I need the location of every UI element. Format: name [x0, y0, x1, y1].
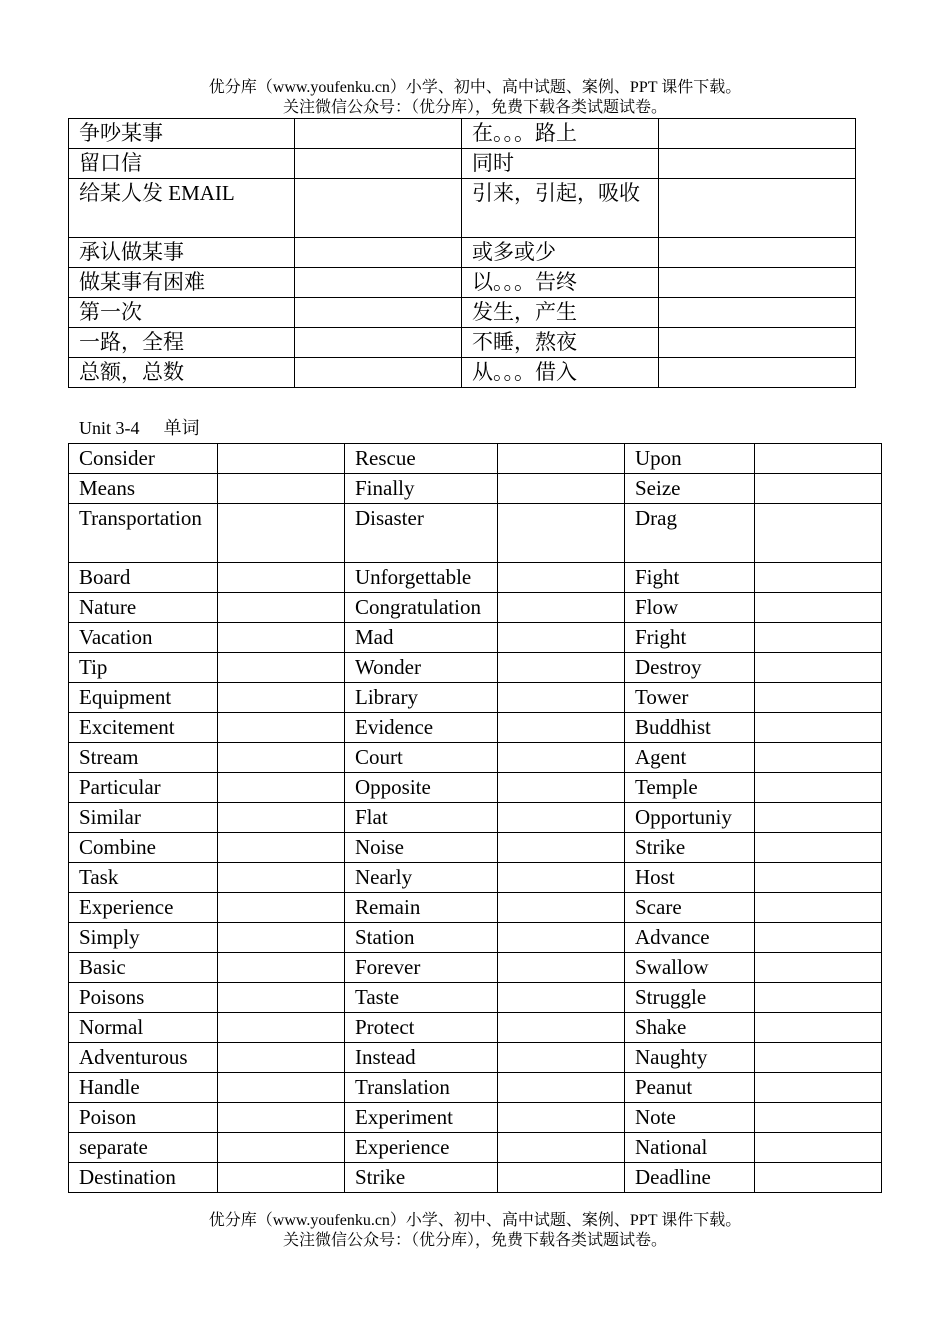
table-row: [69, 833, 882, 863]
phrase-cell: 一路，全程: [69, 328, 295, 358]
phrase-cell: 总额，总数: [69, 358, 295, 388]
word-cell: Translation: [345, 1073, 498, 1103]
table-row: [69, 953, 882, 983]
answer-blank: [498, 983, 625, 1013]
word-cell: Congratulation: [345, 593, 498, 623]
answer-blank: [755, 504, 882, 563]
answer-blank: [218, 474, 345, 504]
answer-blank: [295, 119, 462, 149]
answer-blank: [498, 593, 625, 623]
answer-blank: [218, 1103, 345, 1133]
answer-blank: [659, 358, 856, 388]
vocabulary-table: [68, 443, 882, 1193]
answer-blank: [659, 268, 856, 298]
answer-blank: [498, 474, 625, 504]
word-cell: Excitement: [69, 713, 218, 743]
word-cell: Peanut: [625, 1073, 755, 1103]
answer-blank: [755, 683, 882, 713]
answer-blank: [498, 803, 625, 833]
table-row: [69, 1073, 882, 1103]
word-cell: Evidence: [345, 713, 498, 743]
answer-blank: [218, 593, 345, 623]
word-cell: Similar: [69, 803, 218, 833]
table-row: [69, 298, 856, 328]
word-cell: Remain: [345, 893, 498, 923]
answer-blank: [295, 179, 462, 238]
answer-blank: [218, 953, 345, 983]
phrase-cell: 给某人发 EMAIL: [69, 179, 295, 238]
word-cell: Poisons: [69, 983, 218, 1013]
answer-blank: [755, 803, 882, 833]
answer-blank: [295, 358, 462, 388]
footer-line-1: 优分库（www.youfenku.cn）小学、初中、高中试题、案例、PPT 课件下载。: [208, 1212, 742, 1229]
answer-blank: [498, 1163, 625, 1193]
table-row: [69, 623, 882, 653]
answer-blank: [218, 863, 345, 893]
answer-blank: [755, 923, 882, 953]
word-cell: Strike: [345, 1163, 498, 1193]
answer-blank: [218, 803, 345, 833]
answer-blank: [755, 713, 882, 743]
word-cell: Protect: [345, 1013, 498, 1043]
answer-blank: [218, 683, 345, 713]
word-cell: Tip: [69, 653, 218, 683]
answer-blank: [498, 1073, 625, 1103]
answer-blank: [498, 923, 625, 953]
table-row: [69, 444, 882, 474]
table-row: [69, 803, 882, 833]
answer-blank: [498, 863, 625, 893]
word-cell: Normal: [69, 1013, 218, 1043]
answer-blank: [218, 833, 345, 863]
answer-blank: [755, 863, 882, 893]
word-cell: Upon: [625, 444, 755, 474]
answer-blank: [498, 1013, 625, 1043]
word-cell: Forever: [345, 953, 498, 983]
word-cell: separate: [69, 1133, 218, 1163]
word-cell: Tower: [625, 683, 755, 713]
table-row: [69, 1103, 882, 1133]
word-cell: Fright: [625, 623, 755, 653]
answer-blank: [755, 474, 882, 504]
section-title: [79, 417, 200, 439]
answer-blank: [755, 773, 882, 803]
answer-blank: [218, 893, 345, 923]
word-cell: Adventurous: [69, 1043, 218, 1073]
word-cell: Equipment: [69, 683, 218, 713]
answer-blank: [295, 238, 462, 268]
table-row: [69, 1043, 882, 1073]
answer-blank: [659, 179, 856, 238]
table-row: [69, 923, 882, 953]
answer-blank: [218, 563, 345, 593]
answer-blank: [295, 268, 462, 298]
word-cell: Advance: [625, 923, 755, 953]
answer-blank: [498, 1103, 625, 1133]
word-cell: Disaster: [345, 504, 498, 563]
word-cell: Mad: [345, 623, 498, 653]
answer-blank: [218, 1043, 345, 1073]
answer-blank: [755, 953, 882, 983]
table-row: [69, 713, 882, 743]
answer-blank: [498, 683, 625, 713]
word-cell: Nature: [69, 593, 218, 623]
phrase-cell: 留口信: [69, 149, 295, 179]
phrase-cell: 第一次: [69, 298, 295, 328]
answer-blank: [498, 444, 625, 474]
word-cell: Station: [345, 923, 498, 953]
word-cell: Experience: [345, 1133, 498, 1163]
answer-blank: [498, 504, 625, 563]
answer-blank: [218, 1013, 345, 1043]
answer-blank: [755, 653, 882, 683]
table-row: [69, 149, 856, 179]
page-header: [0, 78, 950, 118]
answer-blank: [218, 653, 345, 683]
word-cell: Struggle: [625, 983, 755, 1013]
word-cell: Unforgettable: [345, 563, 498, 593]
word-cell: Stream: [69, 743, 218, 773]
word-cell: Taste: [345, 983, 498, 1013]
answer-blank: [755, 1013, 882, 1043]
table-row: [69, 893, 882, 923]
word-cell: Experience: [69, 893, 218, 923]
phrase-cell: 从。。。借入: [462, 358, 659, 388]
table-row: [69, 238, 856, 268]
table-row: [69, 773, 882, 803]
answer-blank: [755, 1073, 882, 1103]
answer-blank: [498, 1043, 625, 1073]
word-cell: Opposite: [345, 773, 498, 803]
answer-blank: [295, 328, 462, 358]
table-row: [69, 328, 856, 358]
word-cell: Opportuniy: [625, 803, 755, 833]
word-cell: Finally: [345, 474, 498, 504]
phrase-cell: 同时: [462, 149, 659, 179]
answer-blank: [218, 743, 345, 773]
phrase-cell: 争吵某事: [69, 119, 295, 149]
word-cell: Particular: [69, 773, 218, 803]
word-cell: Nearly: [345, 863, 498, 893]
answer-blank: [498, 1133, 625, 1163]
word-cell: Poison: [69, 1103, 218, 1133]
answer-blank: [218, 773, 345, 803]
phrase-cell: 以。。。告终: [462, 268, 659, 298]
word-cell: National: [625, 1133, 755, 1163]
word-cell: Task: [69, 863, 218, 893]
word-cell: Board: [69, 563, 218, 593]
answer-blank: [498, 653, 625, 683]
answer-blank: [755, 563, 882, 593]
answer-blank: [498, 713, 625, 743]
answer-blank: [218, 983, 345, 1013]
table-row: [69, 1133, 882, 1163]
word-cell: Drag: [625, 504, 755, 563]
answer-blank: [755, 1133, 882, 1163]
word-cell: Instead: [345, 1043, 498, 1073]
header-line-2: 关注微信公众号：（优分库），免费下载各类试题试卷。: [282, 99, 667, 116]
word-cell: Noise: [345, 833, 498, 863]
answer-blank: [659, 149, 856, 179]
phrase-cell: 发生，产生: [462, 298, 659, 328]
unit-label: Unit 3-4: [79, 418, 140, 438]
word-cell: Fight: [625, 563, 755, 593]
word-cell: Host: [625, 863, 755, 893]
answer-blank: [295, 298, 462, 328]
answer-blank: [218, 444, 345, 474]
word-cell: Agent: [625, 743, 755, 773]
phrase-cell: 不睡，熬夜: [462, 328, 659, 358]
answer-blank: [755, 593, 882, 623]
answer-blank: [755, 1043, 882, 1073]
word-cell: Vacation: [69, 623, 218, 653]
answer-blank: [659, 119, 856, 149]
table-row: [69, 743, 882, 773]
table-row: [69, 474, 882, 504]
word-cell: Shake: [625, 1013, 755, 1043]
answer-blank: [659, 328, 856, 358]
table-row: [69, 179, 856, 238]
word-cell: Wonder: [345, 653, 498, 683]
word-cell: Library: [345, 683, 498, 713]
answer-blank: [498, 833, 625, 863]
word-cell: Destination: [69, 1163, 218, 1193]
answer-blank: [498, 623, 625, 653]
phrase-cell: 引来，引起，吸收: [462, 179, 659, 238]
answer-blank: [755, 983, 882, 1013]
answer-blank: [659, 298, 856, 328]
answer-blank: [498, 743, 625, 773]
table-row: [69, 1163, 882, 1193]
word-cell: Swallow: [625, 953, 755, 983]
word-cell: Court: [345, 743, 498, 773]
table-row: [69, 358, 856, 388]
table-row: [69, 983, 882, 1013]
footer-line-2: 关注微信公众号：（优分库），免费下载各类试题试卷。: [282, 1232, 667, 1249]
answer-blank: [755, 833, 882, 863]
answer-blank: [218, 623, 345, 653]
word-cell: Combine: [69, 833, 218, 863]
answer-blank: [755, 444, 882, 474]
word-cell: Flow: [625, 593, 755, 623]
word-cell: Handle: [69, 1073, 218, 1103]
phrase-cell: 在。。。路上: [462, 119, 659, 149]
phrase-table: [68, 118, 856, 388]
phrase-cell: 或多或少: [462, 238, 659, 268]
table-row: [69, 653, 882, 683]
answer-blank: [659, 238, 856, 268]
answer-blank: [755, 743, 882, 773]
word-cell: Buddhist: [625, 713, 755, 743]
table-row: [69, 504, 882, 563]
word-cell: Simply: [69, 923, 218, 953]
word-cell: Basic: [69, 953, 218, 983]
word-cell: Seize: [625, 474, 755, 504]
table-row: [69, 683, 882, 713]
word-cell: Deadline: [625, 1163, 755, 1193]
table-row: [69, 1013, 882, 1043]
answer-blank: [218, 1073, 345, 1103]
answer-blank: [498, 773, 625, 803]
word-cell: Strike: [625, 833, 755, 863]
answer-blank: [218, 713, 345, 743]
answer-blank: [755, 623, 882, 653]
answer-blank: [755, 893, 882, 923]
unit-sub: 单词: [163, 418, 200, 438]
word-cell: Temple: [625, 773, 755, 803]
answer-blank: [755, 1163, 882, 1193]
answer-blank: [295, 149, 462, 179]
answer-blank: [218, 1133, 345, 1163]
page-footer: [0, 1211, 950, 1251]
word-cell: Naughty: [625, 1043, 755, 1073]
answer-blank: [498, 893, 625, 923]
word-cell: Destroy: [625, 653, 755, 683]
word-cell: Note: [625, 1103, 755, 1133]
header-line-1: 优分库（www.youfenku.cn）小学、初中、高中试题、案例、PPT 课件下载。: [208, 79, 742, 96]
answer-blank: [218, 504, 345, 563]
word-cell: Flat: [345, 803, 498, 833]
table-row: [69, 863, 882, 893]
answer-blank: [218, 923, 345, 953]
word-cell: Consider: [69, 444, 218, 474]
table-row: [69, 593, 882, 623]
word-cell: Means: [69, 474, 218, 504]
answer-blank: [498, 953, 625, 983]
answer-blank: [218, 1163, 345, 1193]
table-row: [69, 119, 856, 149]
word-cell: Experiment: [345, 1103, 498, 1133]
word-cell: Scare: [625, 893, 755, 923]
phrase-cell: 承认做某事: [69, 238, 295, 268]
answer-blank: [498, 563, 625, 593]
word-cell: Transportation: [69, 504, 218, 563]
phrase-cell: 做某事有困难: [69, 268, 295, 298]
answer-blank: [755, 1103, 882, 1133]
table-row: [69, 563, 882, 593]
word-cell: Rescue: [345, 444, 498, 474]
table-row: [69, 268, 856, 298]
